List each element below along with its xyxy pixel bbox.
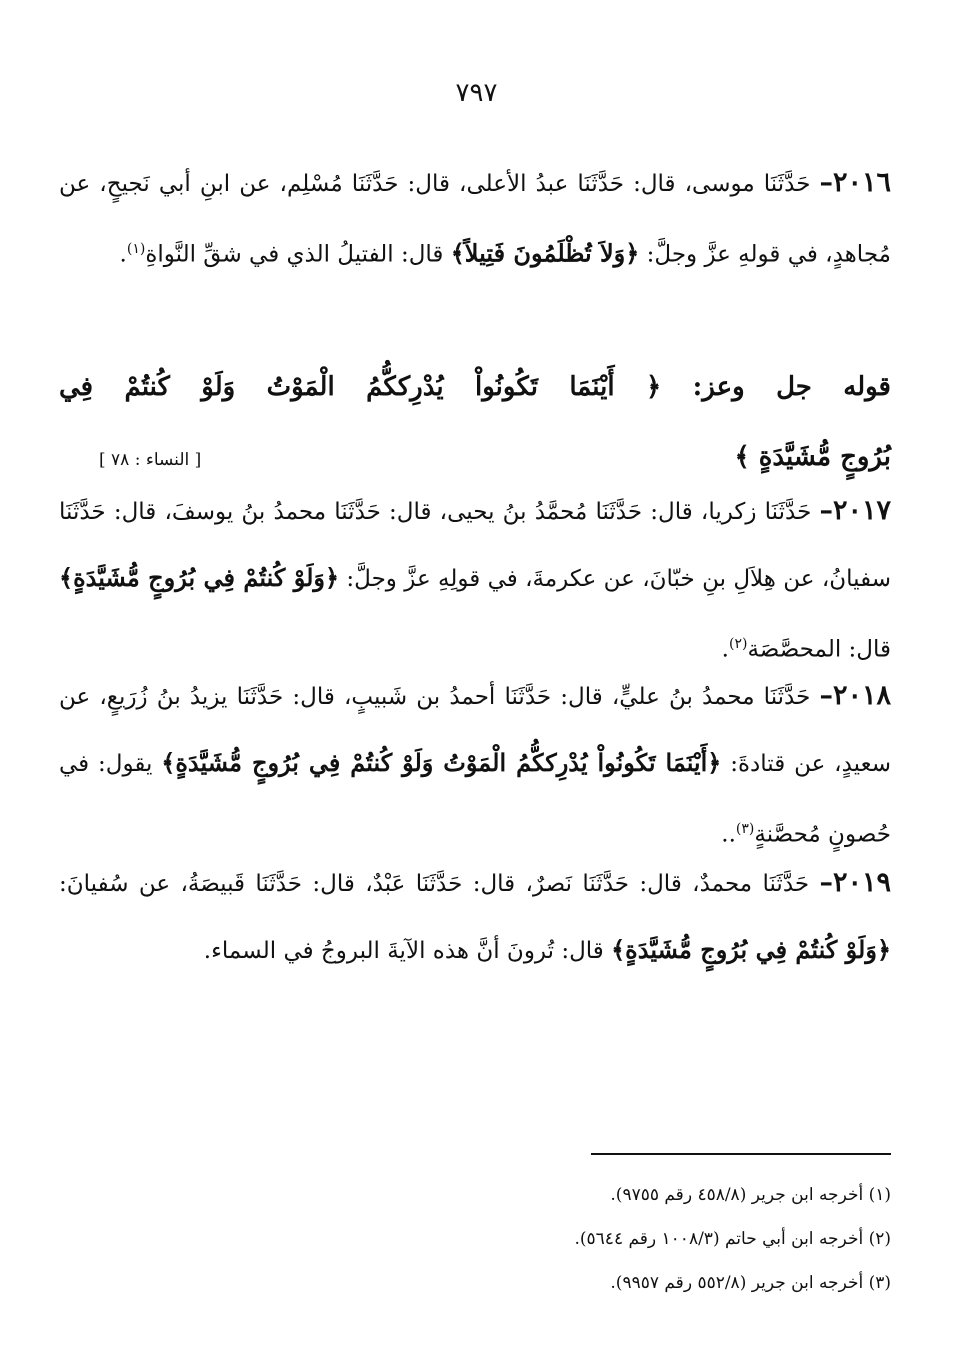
quran-quote: ﴿وَلاَ تُظْلَمُونَ فَتِيلاً﴾ [450, 238, 640, 268]
section-heading [59, 352, 891, 495]
hadith-text: قال: الفتيلُ الذي في شقِّ النَّواةِ [145, 241, 451, 268]
hadith-text: حَدَّثَنَا موسى، قال: حَدَّثَنَا عبدُ الأعلى، قال: حَدَّثَنَا مُسْلِم، عن ابنِ أبي نَجيحٍ، عن مُجاهدٍ، في قولهِ عزَّ وجلَّ: [59, 171, 891, 268]
quran-quote: ﴿وَلَوْ كُنتُمْ فِي بُرُوجٍ مُّشَيَّدَةٍ﴾ [59, 563, 340, 592]
quran-quote: ﴿أَيْنَمَا تَكُونُواْ يُدْرِككُّمُ الْمَوْتُ وَلَوْ كُنتُمْ فِي بُرُوجٍ مُّشَيَّدَةٍ﴾ [161, 748, 722, 777]
footnote-marker: (٣) [735, 821, 755, 837]
hadith-text: حَدَّثَنَا محمدٌ، قال: حَدَّثَنَا نَصرٌ، قال: حَدَّثَنَا عَبْدٌ، قال: حَدَّثَنَا قَبيصَةُ، عن سُفيانَ: [59, 871, 820, 897]
hadith-text: حَدَّثَنَا زكريا، قال: حَدَّثَنَا مُحمَّدُ بنُ يحيى، قال: حَدَّثَنَا محمدُ بنُ يوسفَ، قال: حَدَّثَنَا سفيانُ، عن هِلاَلِ بنِ خبّانَ، عن عكرمةَ، في قولِهِ عزَّ وجلَّ: [59, 499, 892, 592]
hadith-2019 [59, 850, 891, 984]
hadith-dash: – [819, 680, 833, 711]
sentence-end: . [119, 241, 127, 268]
hadith-text: يقول: في حُصونٍ مُحصَّنةٍ [59, 751, 891, 848]
heading-quran-line1: ﴿ أَيْنَمَا تَكُونُواْ يُدْرِككُّمُ الْمَوْتُ وَلَوْ كُنتُمْ فِي [59, 372, 662, 402]
footnote-marker: (١) [126, 241, 146, 257]
footnote-separator [591, 1153, 891, 1155]
quran-quote: ﴿وَلَوْ كُنتُمْ فِي بُرُوجٍ مُّشَيَّدَةٍ﴾ [611, 935, 891, 964]
heading-prefix: قوله جل وعز: [661, 372, 891, 402]
hadith-text: قال: تُرونَ أنَّ هذه الآيةَ البروجُ في السماء. [203, 938, 612, 964]
footnotes [59, 1173, 891, 1305]
hadith-dash: – [819, 167, 833, 198]
sentence-end: . [721, 636, 729, 663]
footnote-marker: (٢) [728, 636, 748, 652]
footnote-1: (١) أخرجه ابن جرير (٤٥٨/٨ رقم ٩٧٥٥). [610, 1185, 891, 1205]
hadith-2016 [59, 150, 891, 288]
hadith-number: ٢٠١٩ [832, 867, 891, 898]
page-number: ٧٩٧ [455, 78, 498, 108]
hadith-number: ٢٠١٧ [832, 495, 891, 526]
hadith-text: حَدَّثَنَا محمدُ بنُ عليٍّ، قال: حَدَّثَنَا أحمدُ بن شَبيبٍ، قال: حَدَّثَنَا يزيدُ بنُ زُرَيعٍ، عن سعيدٍ، عن قتادةَ: [59, 684, 891, 777]
hadith-2018 [59, 663, 891, 868]
hadith-2017 [59, 478, 891, 683]
hadith-number: ٢٠١٦ [832, 167, 891, 198]
footnote-3: (٣) أخرجه ابن جرير (٥٥٢/٨ رقم ٩٩٥٧). [610, 1273, 891, 1293]
heading-quran-line2: بُرُوجٍ مُّشَيَّدَةٍ ﴾ [734, 442, 891, 472]
hadith-dash: – [819, 495, 833, 526]
hadith-number: ٢٠١٨ [832, 680, 891, 711]
hadith-dash: – [819, 867, 833, 898]
ayah-reference: [ النساء : ٧٨ ] [99, 450, 202, 470]
footnote-2: (٢) أخرجه ابن أبي حاتم (١٠٠٨/٣ رقم ٥٦٤٤). [574, 1229, 891, 1249]
sentence-end: .. [721, 821, 736, 848]
hadith-text: قال: المحصَّصَة [747, 636, 891, 663]
